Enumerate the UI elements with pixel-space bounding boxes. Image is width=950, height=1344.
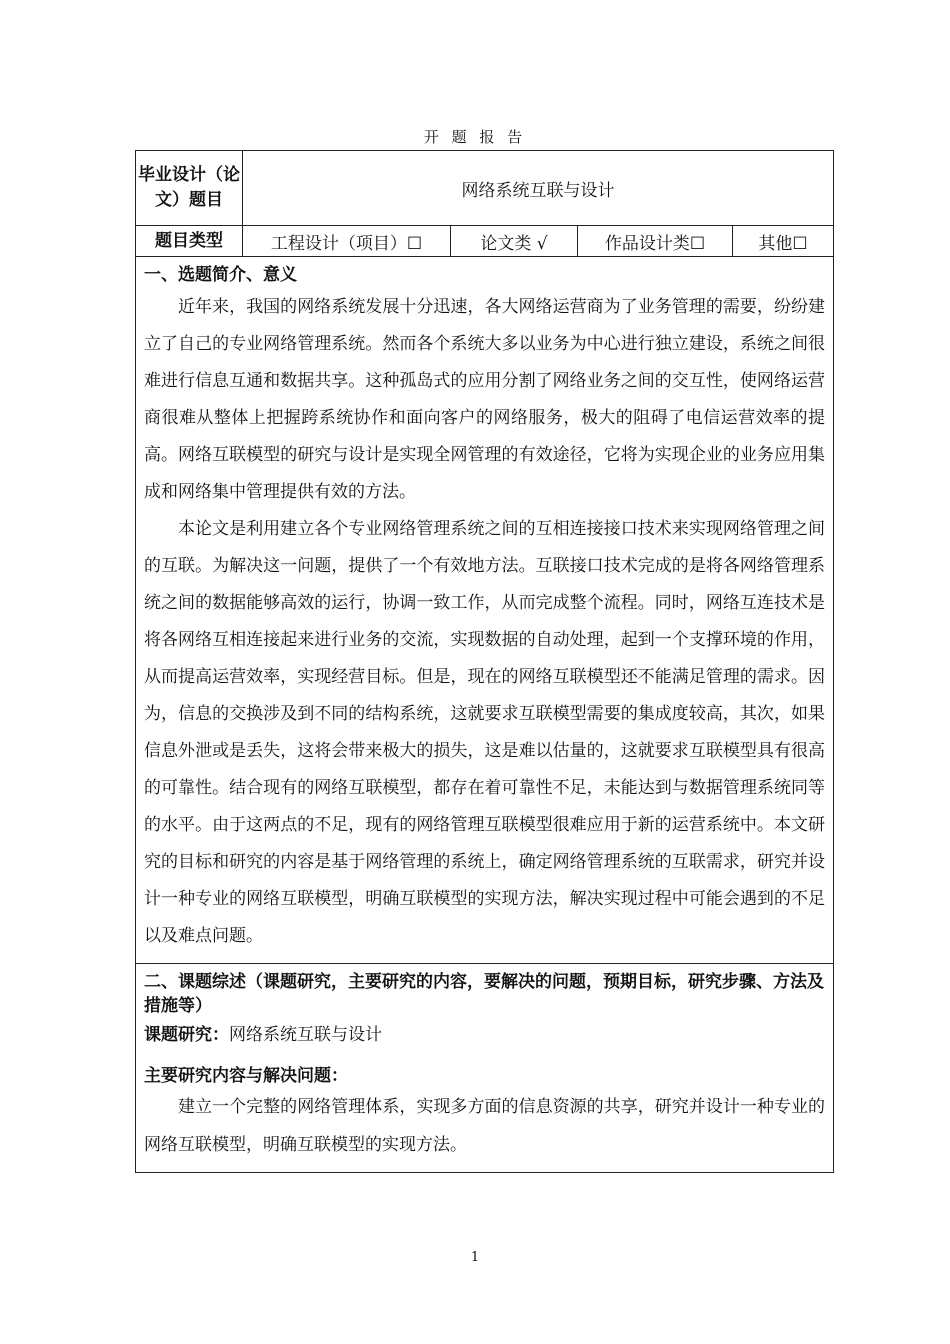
content-paragraph: 建立一个完整的网络管理体系，实现多方面的信息资源的共享，研究并设计一种专业的网络互联模型，明确互联模型的实现方法。	[144, 1097, 825, 1155]
document-title: 开 题 报 告	[423, 128, 527, 146]
type-option-work-design: 作品设计类☐	[578, 226, 733, 257]
blank-line	[144, 1050, 825, 1064]
page-number: 1	[470, 1250, 480, 1265]
section1-heading: 一、选题简介、意义	[144, 265, 297, 285]
section1-cell	[136, 257, 834, 964]
section2-cell	[136, 964, 834, 1173]
proposal-form-table	[135, 150, 834, 1173]
type-row	[136, 226, 834, 257]
title-row	[136, 151, 834, 226]
section2-heading: 二、课题综述（课题研究，主要研究的内容，要解决的问题，预期目标，研究步骤、方法及措施等）	[144, 972, 824, 1016]
type-option-thesis: 论文类 √	[451, 226, 578, 257]
research-value: 网络系统互联与设计	[229, 1025, 382, 1045]
title-label: 毕业设计（论文）题目	[136, 151, 243, 226]
type-label: 题目类型	[136, 226, 243, 257]
section1-row	[136, 257, 834, 964]
section1-paragraph-2: 本论文是利用建立各个专业网络管理系统之间的互相连接接口技术来实现网络管理之间的互联。为解决这一问题，提供了一个有效地方法。互联接口技术完成的是将各网络管理系统之间的数据能够高效的运行，协调一致工作，从而完成整个流程。同时，网络互连技术是将各网络互相连接起来进行业务的交流，实现数据的自动处理，起到一个支撑环境的作用，从而提高运营效率，实现经营目标。但是，现在的网络互联模型还不能满足管理的需求。因为，信息的交换涉及到不同的结构系统，这就要求互联模型需要的集成度较高，其次，如果信息外泄或是丢失，这将会带来极大的损失，这是难以估量的，这就要求互联模型具有很高的可靠性。结合现有的网络互联模型，都存在着可靠性不足，未能达到与数据管理系统同等的水平。由于这两点的不足，现有的网络管理互联模型很难应用于新的运营系统中。本文研究的目标和研究的内容是基于网络管理的系统上，确定网络管理系统的互联需求，研究并设计一种专业的网络互联模型，明确互联模型的实现方法，解决实现过程中可能会遇到的不足以及难点问题。	[144, 519, 825, 946]
research-label: 课题研究：	[144, 1025, 229, 1045]
type-option-other: 其他☐	[733, 226, 834, 257]
title-value: 网络系统互联与设计	[243, 151, 834, 226]
research-line	[144, 1020, 825, 1050]
type-option-engineering: 工程设计（项目）☐	[243, 226, 451, 257]
content-label: 主要研究内容与解决问题：	[144, 1066, 348, 1086]
section1-paragraph-1: 近年来，我国的网络系统发展十分迅速，各大网络运营商为了业务管理的需要，纷纷建立了自己的专业网络管理系统。然而各个系统大多以业务为中心进行独立建设，系统之间很难进行信息互通和数据共享。这种孤岛式的应用分割了网络业务之间的交互性，使网络运营商很难从整体上把握跨系统协作和面向客户的网络服务，极大的阻碍了电信运营效率的提高。网络互联模型的研究与设计是实现全网管理的有效途径，它将为实现企业的业务应用集成和网络集中管理提供有效的方法。	[144, 297, 825, 502]
section2-row	[136, 964, 834, 1173]
